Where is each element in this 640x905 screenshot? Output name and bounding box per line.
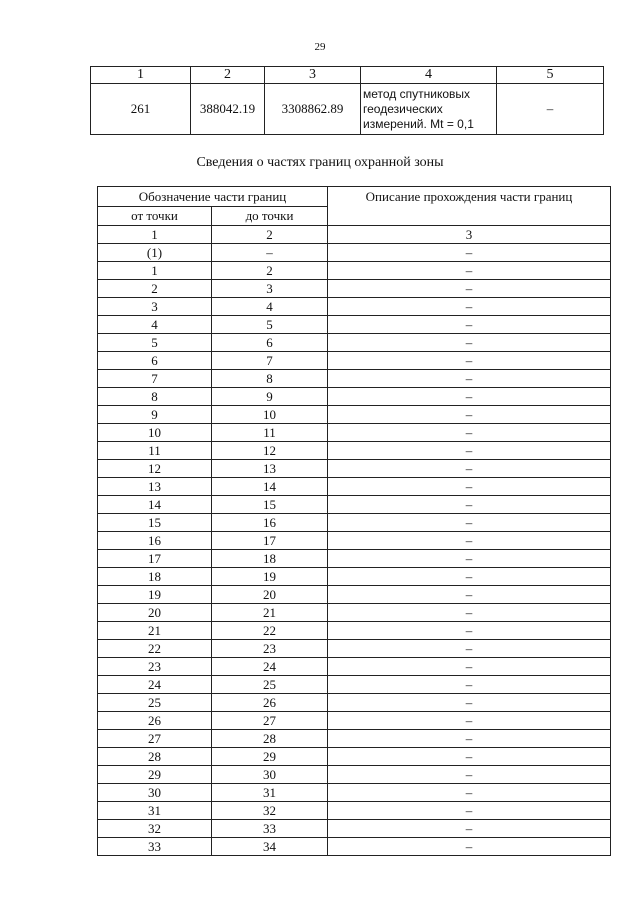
- table-row: [98, 478, 611, 496]
- description-cell: –: [328, 838, 611, 856]
- description-cell: –: [328, 658, 611, 676]
- header-group-cell: Обозначение части границ: [98, 187, 328, 207]
- description-cell: –: [328, 676, 611, 694]
- description-cell: –: [328, 784, 611, 802]
- description-cell: –: [328, 550, 611, 568]
- coordinates-table: [90, 66, 604, 135]
- from-point-cell: 29: [98, 766, 212, 784]
- coordinates-row: [91, 84, 604, 135]
- description-cell: –: [328, 712, 611, 730]
- description-cell: –: [328, 460, 611, 478]
- table-row: [98, 640, 611, 658]
- from-point-cell: 14: [98, 496, 212, 514]
- table-row: [98, 658, 611, 676]
- header-row: [98, 187, 611, 207]
- from-point-cell: 10: [98, 424, 212, 442]
- from-point-cell: 4: [98, 316, 212, 334]
- column-number-cell: 2: [212, 226, 328, 244]
- table-row: [98, 802, 611, 820]
- description-cell: –: [328, 262, 611, 280]
- from-point-cell: 30: [98, 784, 212, 802]
- from-point-cell: 31: [98, 802, 212, 820]
- to-point-cell: 14: [212, 478, 328, 496]
- to-point-cell: 18: [212, 550, 328, 568]
- table-row: [98, 532, 611, 550]
- description-cell: –: [328, 244, 611, 262]
- to-point-cell: 6: [212, 334, 328, 352]
- description-cell: –: [328, 496, 611, 514]
- column-number-3: 3: [265, 67, 361, 84]
- to-point-cell: 5: [212, 316, 328, 334]
- column-numbers-row: [98, 226, 611, 244]
- column-number-cell: 1: [98, 226, 212, 244]
- description-cell: –: [328, 424, 611, 442]
- description-cell: –: [328, 370, 611, 388]
- to-point-cell: 26: [212, 694, 328, 712]
- from-point-cell: 21: [98, 622, 212, 640]
- from-point-cell: 24: [98, 676, 212, 694]
- from-point-cell: (1): [98, 244, 212, 262]
- table-row: [98, 334, 611, 352]
- y-coordinate-cell: 3308862.89: [265, 84, 361, 135]
- description-cell: –: [328, 586, 611, 604]
- from-point-cell: 11: [98, 442, 212, 460]
- from-point-cell: 32: [98, 820, 212, 838]
- description-cell: –: [328, 388, 611, 406]
- method-line: метод спутниковых: [363, 86, 471, 101]
- header-description-cell: Описание прохождения части границ: [328, 187, 611, 226]
- to-point-cell: 25: [212, 676, 328, 694]
- description-cell: –: [328, 568, 611, 586]
- table-row: [98, 370, 611, 388]
- table-row: [98, 496, 611, 514]
- description-cell: –: [328, 334, 611, 352]
- from-point-cell: 19: [98, 586, 212, 604]
- table-row: [98, 262, 611, 280]
- description-cell: –: [328, 730, 611, 748]
- to-point-cell: 24: [212, 658, 328, 676]
- description-cell: –: [328, 622, 611, 640]
- from-point-cell: 22: [98, 640, 212, 658]
- to-point-cell: 31: [212, 784, 328, 802]
- to-point-cell: 8: [212, 370, 328, 388]
- to-point-cell: 13: [212, 460, 328, 478]
- from-point-cell: 15: [98, 514, 212, 532]
- description-cell: –: [328, 406, 611, 424]
- from-point-cell: 5: [98, 334, 212, 352]
- column-number-cell: 3: [328, 226, 611, 244]
- description-cell: –: [328, 604, 611, 622]
- table-row: [98, 676, 611, 694]
- header-to-point-cell: до точки: [212, 207, 328, 226]
- from-point-cell: 27: [98, 730, 212, 748]
- table-row: [98, 406, 611, 424]
- point-number-cell: 261: [91, 84, 191, 135]
- table-row: [98, 838, 611, 856]
- description-cell: –: [328, 802, 611, 820]
- to-point-cell: 15: [212, 496, 328, 514]
- from-point-cell: 17: [98, 550, 212, 568]
- to-point-cell: –: [212, 244, 328, 262]
- from-point-cell: 28: [98, 748, 212, 766]
- from-point-cell: 8: [98, 388, 212, 406]
- from-point-cell: 13: [98, 478, 212, 496]
- table-row: [98, 316, 611, 334]
- from-point-cell: 12: [98, 460, 212, 478]
- description-cell: –: [328, 694, 611, 712]
- table-row: [98, 568, 611, 586]
- from-point-cell: 1: [98, 262, 212, 280]
- to-point-cell: 32: [212, 802, 328, 820]
- to-point-cell: 2: [212, 262, 328, 280]
- table-row: [98, 622, 611, 640]
- table-row: [98, 442, 611, 460]
- from-point-cell: 7: [98, 370, 212, 388]
- description-cell: –: [328, 280, 611, 298]
- description-cell: –: [328, 640, 611, 658]
- to-point-cell: 22: [212, 622, 328, 640]
- to-point-cell: 30: [212, 766, 328, 784]
- from-point-cell: 18: [98, 568, 212, 586]
- description-cell: –: [328, 748, 611, 766]
- from-point-cell: 25: [98, 694, 212, 712]
- to-point-cell: 29: [212, 748, 328, 766]
- table-row: [98, 730, 611, 748]
- page-number: 29: [314, 41, 326, 53]
- section-title: Сведения о частях границ охранной зоны: [196, 155, 444, 170]
- to-point-cell: 34: [212, 838, 328, 856]
- table-row: [98, 784, 611, 802]
- description-cell: –: [497, 84, 604, 135]
- to-point-cell: 27: [212, 712, 328, 730]
- table-row: [98, 712, 611, 730]
- to-point-cell: 10: [212, 406, 328, 424]
- from-point-cell: 33: [98, 838, 212, 856]
- table-row: [98, 820, 611, 838]
- to-point-cell: 12: [212, 442, 328, 460]
- boundary-parts-table: [97, 186, 611, 856]
- table-row: [98, 550, 611, 568]
- from-point-cell: 2: [98, 280, 212, 298]
- description-cell: –: [328, 532, 611, 550]
- table-row: [98, 424, 611, 442]
- to-point-cell: 9: [212, 388, 328, 406]
- table-row: [98, 604, 611, 622]
- from-point-cell: 26: [98, 712, 212, 730]
- column-number-5: 5: [497, 67, 604, 84]
- to-point-cell: 3: [212, 280, 328, 298]
- coordinates-header-row: [91, 67, 604, 84]
- description-cell: –: [328, 298, 611, 316]
- to-point-cell: 28: [212, 730, 328, 748]
- to-point-cell: 33: [212, 820, 328, 838]
- description-cell: –: [328, 442, 611, 460]
- table-row: [98, 586, 611, 604]
- table-row: [98, 280, 611, 298]
- to-point-cell: 16: [212, 514, 328, 532]
- table-row: [98, 460, 611, 478]
- description-cell: –: [328, 352, 611, 370]
- from-point-cell: 3: [98, 298, 212, 316]
- to-point-cell: 7: [212, 352, 328, 370]
- table-row: [98, 244, 611, 262]
- description-cell: –: [328, 820, 611, 838]
- to-point-cell: 23: [212, 640, 328, 658]
- table-row: [98, 388, 611, 406]
- to-point-cell: 4: [212, 298, 328, 316]
- description-cell: –: [328, 514, 611, 532]
- table-row: [98, 514, 611, 532]
- table-row: [98, 298, 611, 316]
- to-point-cell: 21: [212, 604, 328, 622]
- method-line: геодезических: [363, 101, 443, 116]
- method-line: измерений. Mt = 0,1: [363, 116, 474, 131]
- column-number-4: 4: [361, 67, 497, 84]
- table-row: [98, 748, 611, 766]
- table-row: [98, 694, 611, 712]
- table-row: [98, 766, 611, 784]
- table-row: [98, 352, 611, 370]
- from-point-cell: 9: [98, 406, 212, 424]
- to-point-cell: 20: [212, 586, 328, 604]
- from-point-cell: 23: [98, 658, 212, 676]
- to-point-cell: 11: [212, 424, 328, 442]
- description-cell: –: [328, 766, 611, 784]
- to-point-cell: 17: [212, 532, 328, 550]
- from-point-cell: 16: [98, 532, 212, 550]
- to-point-cell: 19: [212, 568, 328, 586]
- from-point-cell: 6: [98, 352, 212, 370]
- from-point-cell: 20: [98, 604, 212, 622]
- x-coordinate-cell: 388042.19: [191, 84, 265, 135]
- description-cell: –: [328, 316, 611, 334]
- method-cell: [361, 84, 497, 135]
- column-number-2: 2: [191, 67, 265, 84]
- column-number-1: 1: [91, 67, 191, 84]
- header-from-point-cell: от точки: [98, 207, 212, 226]
- description-cell: –: [328, 478, 611, 496]
